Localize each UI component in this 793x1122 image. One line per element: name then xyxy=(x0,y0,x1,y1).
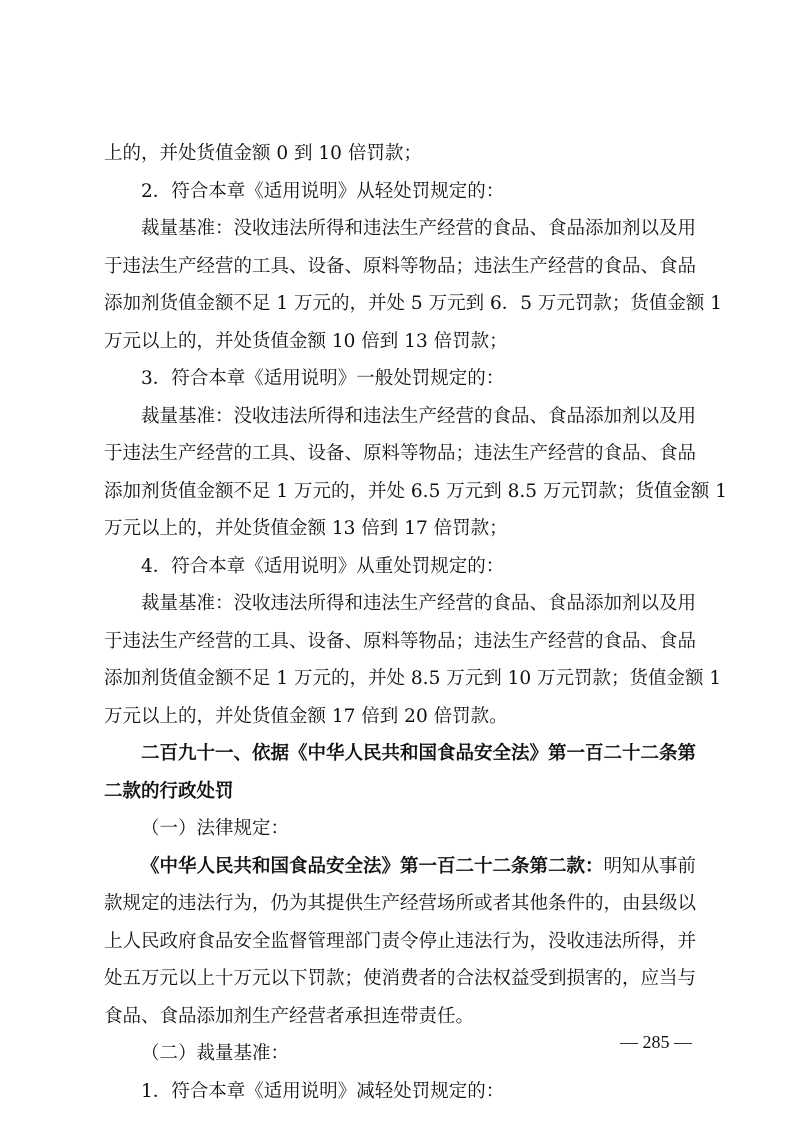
text-line: 裁量基准：没收违法所得和违法生产经营的食品、食品添加剂以及用 xyxy=(141,218,697,239)
text-line: 添加剂货值金额不足 1 万元的，并处 8.5 万元到 10 万元罚款；货值金额 1 xyxy=(104,668,722,689)
law-citation-title: 《中华人民共和国食品安全法》第一百二十二条第二款： xyxy=(141,855,604,877)
text-line: 4．符合本章《适用说明》从重处罚规定的： xyxy=(141,555,505,577)
text-line: 2．符合本章《适用说明》从轻处罚规定的： xyxy=(141,180,505,202)
text-line: 于违法生产经营的工具、设备、原料等物品；违法生产经营的食品、食品 xyxy=(104,443,697,464)
text-line: 1．符合本章《适用说明》减轻处罚规定的： xyxy=(141,1080,505,1102)
text-line: 于违法生产经营的工具、设备、原料等物品；违法生产经营的食品、食品 xyxy=(104,630,697,652)
text-line: 添加剂货值金额不足 1 万元的，并处 5 万元到 6．5 万元罚款；货值金额 1 xyxy=(104,293,723,314)
text-line: 款规定的违法行为，仍为其提供生产经营场所或者其他条件的，由县级以 xyxy=(104,893,697,914)
text-line: 上人民政府食品安全监督管理部门责令停止违法行为，没收违法所得，并 xyxy=(104,930,697,952)
text-line: 万元以上的，并处货值金额 10 倍到 13 倍罚款； xyxy=(104,330,508,352)
section-heading: 二款的行政处罚 xyxy=(104,780,234,802)
text-line: 万元以上的，并处货值金额 13 倍到 17 倍罚款； xyxy=(104,518,508,539)
text-line: 裁量基准：没收违法所得和违法生产经营的食品、食品添加剂以及用 xyxy=(141,405,697,427)
text-line: 裁量基准：没收违法所得和违法生产经营的食品、食品添加剂以及用 xyxy=(141,593,697,614)
subsection-heading: （一）法律规定： xyxy=(141,818,290,839)
document-body xyxy=(104,135,728,1110)
section-heading: 二百九十一、依据《中华人民共和国食品安全法》第一百二十二条第 xyxy=(141,743,697,764)
page-number: — 285 — xyxy=(620,1032,692,1052)
text-line: 于违法生产经营的工具、设备、原料等物品；违法生产经营的食品、食品 xyxy=(104,255,697,277)
text-line: 3．符合本章《适用说明》一般处罚规定的： xyxy=(141,368,505,389)
text-line: 上的，并处货值金额 0 到 10 倍罚款； xyxy=(104,143,422,164)
text-line: 处五万元以上十万元以下罚款；使消费者的合法权益受到损害的，应当与 xyxy=(104,968,697,989)
text-line: 食品、食品添加剂生产经营者承担连带责任。 xyxy=(104,1005,475,1027)
law-citation-text: 明知从事前 xyxy=(603,855,697,877)
text-line: 万元以上的，并处货值金额 17 倍到 20 倍罚款。 xyxy=(104,705,508,727)
text-line: 添加剂货值金额不足 1 万元的，并处 6.5 万元到 8.5 万元罚款；货值金额 1 xyxy=(104,480,728,502)
subsection-heading: （二）裁量基准： xyxy=(141,1043,290,1064)
law-citation-line xyxy=(104,848,697,886)
